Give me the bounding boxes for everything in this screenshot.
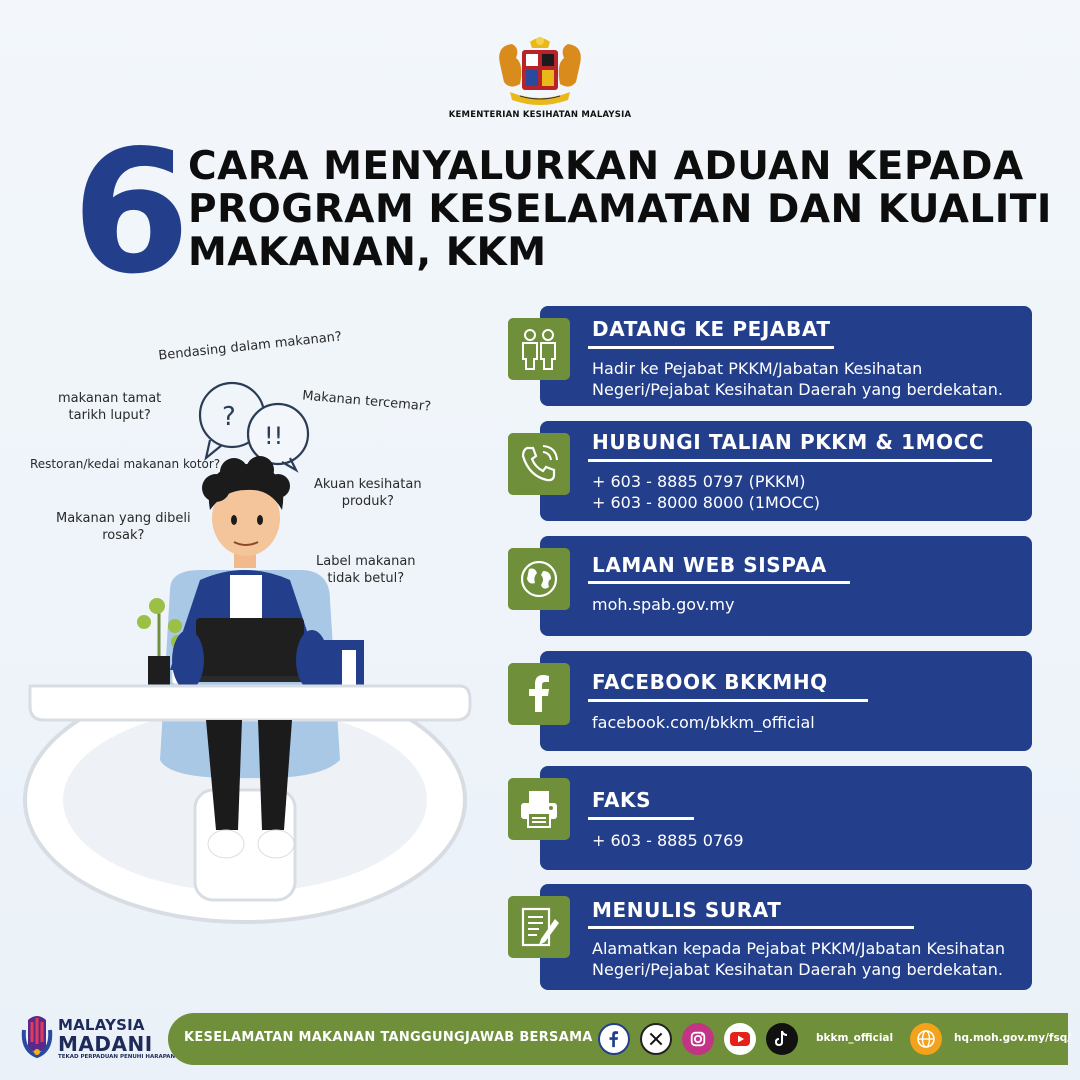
instagram-social-icon[interactable] — [682, 1023, 714, 1055]
question-spoiled-line-2: rosak? — [102, 528, 145, 543]
tiktok-social-icon[interactable] — [766, 1023, 798, 1055]
facebook-social-icon[interactable] — [598, 1023, 630, 1055]
card-body-line-1: + 603 - 8885 0769 — [592, 831, 744, 850]
card-body-line-1: moh.spab.gov.my — [592, 595, 735, 614]
ministry-name: KEMENTERIAN KESIHATAN MALAYSIA — [448, 110, 632, 120]
title-line-1: CARA MENYALURKAN ADUAN KEPADA — [188, 144, 1024, 189]
card-website — [540, 536, 1032, 636]
card-body-line-1: Alamatkan kepada Pejabat PKKM/Jabatan Kesihatan — [592, 939, 1006, 958]
question-dirty-restaurant: Restoran/kedai makanan kotor? — [30, 457, 221, 471]
card-body-line-2: Negeri/Pejabat Kesihatan Daerah yang berdekatan. — [592, 960, 1003, 979]
website-url[interactable]: hq.moh.gov.my/fsq/ — [954, 1032, 1072, 1044]
footer-bar — [168, 1013, 1072, 1065]
madani-line-1: MALAYSIA — [58, 1016, 145, 1034]
footer-slogan: KESELAMATAN MAKANAN TANGGUNGJAWAB BERSAMA — [184, 1030, 593, 1045]
coat-of-arms-logo — [490, 34, 590, 112]
question-expired-line-2: tarikh luput? — [68, 408, 151, 423]
card-body — [592, 594, 734, 615]
question-health-line-2: produk? — [341, 494, 394, 509]
card-body-line-1: facebook.com/bkkm_official — [592, 713, 815, 732]
card-body — [592, 712, 815, 733]
card-body — [592, 471, 820, 513]
x-social-icon[interactable] — [640, 1023, 672, 1055]
card-body-line-2: + 603 - 8000 8000 (1MOCC) — [592, 493, 820, 512]
card-title: FACEBOOK BKKMHQ — [592, 670, 828, 694]
card-title: FAKS — [592, 788, 652, 812]
svg-text:!!: !! — [264, 422, 284, 450]
facebook-icon — [508, 663, 570, 725]
title-underline — [588, 581, 850, 584]
letter-icon — [508, 896, 570, 958]
malaysia-madani-logo — [20, 1008, 176, 1066]
question-foreign-object: Bendasing dalam makanan? — [157, 329, 343, 364]
card-body-line-1: + 603 - 8885 0797 (PKKM) — [592, 472, 806, 491]
youtube-social-icon[interactable] — [724, 1023, 756, 1055]
card-title: HUBUNGI TALIAN PKKM & 1MOCC — [592, 430, 985, 454]
question-spoiled-line-1: Makanan yang dibeli — [56, 511, 191, 526]
card-visit-office — [540, 306, 1032, 406]
card-facebook — [540, 651, 1032, 751]
card-body-line-1: Hadir ke Pejabat PKKM/Jabatan Kesihatan — [592, 359, 923, 378]
title-underline — [588, 926, 914, 929]
title-line-3: MAKANAN, KKM — [188, 230, 547, 275]
title-line-2: PROGRAM KESELAMATAN DAN KUALITI — [188, 187, 1052, 232]
question-expired-line-1: makanan tamat — [58, 391, 162, 406]
card-title: MENULIS SURAT — [592, 898, 782, 922]
question-label-line-2: tidak betul? — [327, 571, 405, 586]
card-title: DATANG KE PEJABAT — [592, 317, 831, 341]
title-underline — [588, 346, 834, 349]
card-write-letter — [540, 884, 1032, 990]
question-health-line-1: Akuan kesihatan — [314, 477, 422, 492]
phone-icon — [508, 433, 570, 495]
title-underline — [588, 459, 992, 462]
page-title — [188, 145, 1068, 274]
question-label-line-1: Label makanan — [316, 554, 416, 569]
globe-web-icon[interactable] — [910, 1023, 942, 1055]
card-phone — [540, 421, 1032, 521]
card-body — [592, 358, 1003, 400]
number-six: 6 — [72, 114, 191, 312]
svg-text:?: ? — [222, 402, 236, 432]
card-body — [592, 938, 1005, 980]
madani-emblem-icon — [20, 1012, 54, 1058]
title-underline — [588, 699, 868, 702]
globe-icon — [508, 548, 570, 610]
people-icon — [508, 318, 570, 380]
social-handle[interactable]: bkkm_official — [816, 1032, 894, 1044]
card-title: LAMAN WEB SISPAA — [592, 553, 827, 577]
madani-tagline: TEKAD PERPADUAN PENUHI HARAPAN — [58, 1054, 176, 1060]
question-contaminated: Makanan tercemar? — [301, 388, 432, 415]
fax-icon — [508, 778, 570, 840]
title-underline — [588, 817, 694, 820]
card-body-line-2: Negeri/Pejabat Kesihatan Daerah yang berdekatan. — [592, 380, 1003, 399]
person-at-desk-illustration — [20, 370, 490, 930]
card-body — [592, 830, 744, 851]
card-fax — [540, 766, 1032, 870]
madani-line-2: MADANI — [58, 1032, 153, 1056]
